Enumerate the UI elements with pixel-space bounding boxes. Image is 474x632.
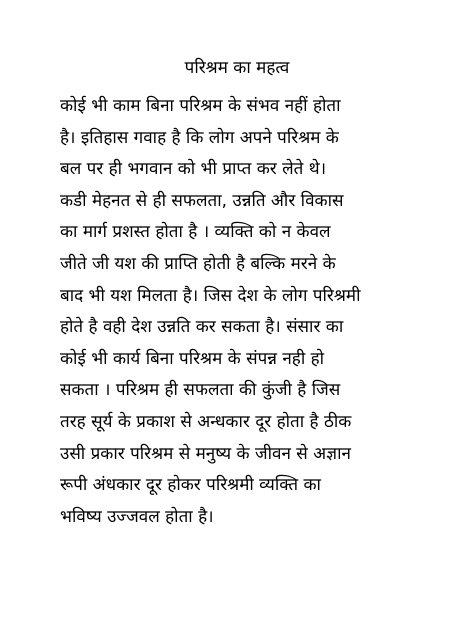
- essay-line: है। इतिहास गवाह है कि लोग अपने परिश्रम के: [60, 127, 339, 148]
- essay-line: का मार्ग प्रशस्त होता है । व्यक्ति को न केवल: [60, 222, 331, 243]
- essay-line: कोई भी कार्य बिना परिश्रम के संपन्न नही हो: [60, 348, 325, 369]
- essay-line: कोई भी काम बिना परिश्रम के संभव नहीं होता: [60, 96, 341, 116]
- essay-line: भविष्य उज्जवल होता है।: [60, 506, 214, 527]
- essay-line: बाद भी यश मिलता है। जिस देश के लोग परिश्रमी: [60, 285, 361, 306]
- essay-line: तरह सूर्य के प्रकाश से अन्धकार दूर होता है ठीक: [60, 411, 352, 432]
- essay-line: उसी प्रकार परिश्रम से मनुष्य के जीवन से अज्ञान: [60, 443, 351, 464]
- essay-line: रूपी अंधकार दूर होकर परिश्रमी व्यक्ति का: [60, 475, 321, 496]
- essay-line: जीते जी यश की प्राप्ति होती है बल्कि मरने के: [60, 253, 336, 274]
- essay-line: होते है वही देश उन्नति कर सकता है। संसार का: [60, 317, 344, 338]
- essay-line: सकता । परिश्रम ही सफलता की कुंजी है जिस: [60, 380, 341, 401]
- document-title: परिश्रम का महत्व: [184, 58, 290, 78]
- essay-body: [60, 91, 460, 533]
- essay-line: कडी मेहनत से ही सफलता, उन्नति और विकास: [60, 190, 344, 211]
- essay-line: बल पर ही भगवान को भी प्राप्त कर लेते थे।: [60, 159, 327, 180]
